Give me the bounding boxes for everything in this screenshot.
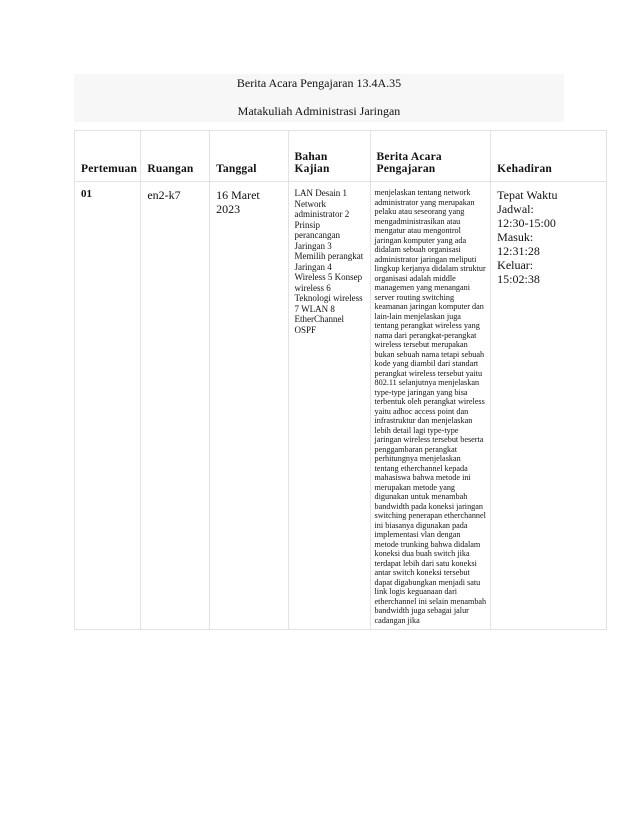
check-in-value: 12:31:28 bbox=[497, 244, 540, 258]
attendance-status: Tepat Waktu bbox=[497, 188, 558, 202]
document-header bbox=[74, 74, 564, 122]
course-name: Matakuliah Administrasi Jaringan bbox=[237, 104, 401, 118]
check-out-value: 15:02:38 bbox=[497, 272, 540, 286]
teaching-record-table bbox=[74, 130, 607, 630]
header-pertemuan: Pertemuan bbox=[75, 131, 141, 182]
document-title: Berita Acara Pengajaran 13.4A.35 bbox=[236, 76, 402, 90]
header-kehadiran: Kehadiran bbox=[491, 131, 607, 182]
schedule-label: Jadwal: bbox=[497, 202, 534, 216]
schedule-value: 12:30-15:00 bbox=[497, 216, 556, 230]
table-header-row bbox=[75, 131, 607, 182]
check-out-label: Keluar: bbox=[497, 258, 534, 272]
cell-tanggal: 16 Maret 2023 bbox=[210, 182, 288, 630]
header-bahan-kajian: Bahan Kajian bbox=[288, 131, 370, 182]
cell-kehadiran bbox=[491, 182, 607, 630]
check-in-label: Masuk: bbox=[497, 230, 534, 244]
cell-pertemuan: 01 bbox=[75, 182, 141, 630]
header-tanggal: Tanggal bbox=[210, 131, 288, 182]
header-ruangan: Ruangan bbox=[141, 131, 210, 182]
header-berita-acara: Berita Acara Pengajaran bbox=[370, 131, 491, 182]
cell-bahan-kajian: LAN Desain 1 Network administrator 2 Prinsip perancangan Jaringan 3 Memilih perangkat Jaringan 4 Wireless 5 Konsep wireless 6 Teknologi wireless 7 WLAN 8 EtherChannel OSPF bbox=[288, 182, 370, 630]
cell-ruangan: en2-k7 bbox=[141, 182, 210, 630]
table-row bbox=[75, 182, 607, 630]
cell-berita-acara: menjelaskan tentang network administrator yang merupakan pelaku atau seseorang yang mengadministrasikan atau mengatur atau mengontrol jaringan komputer yang ada didalam sebuah organisasi administrator jaringan meliputi lingkup kerjanya didalam struktur organisasi adalah middle managemen yang menangani server routing switching keamanan jaringan komputer dan lain-lain menjelaskan juga tentang perangkat wireless yang nama dari perangkat-perangkat wireless tersebut merupakan bukan sebuah nama tetapi sebuah kode yang diambil dari standart perangkat wireless tersebut yaitu 802.11 selanjutnya menjelaskan type-type jaringan yang bisa terbentuk oleh perangkat wireless yaitu adhoc access point dan infrastruktur dan menjelaskan lebih detail lagi type-type jaringan wireless tersebut beserta penggambaran perangkat perhitungnya menjelaskan tentang etherchannel kepada mahasiswa bahwa metode ini merupakan metode yang digunakan untuk menambah bandwidth pada koneksi jaringan switching penerapan etherchannel ini biasanya digunakan pada implementasi vlan dengan metode trunking bahwa didalam koneksi dua buah switch jika terdapat lebih dari satu koneksi antar switch koneksi tersebut dapat digabungkan menjadi satu link logis keguanaan dari etherchannel ini selain menambah bandwidth juga sebagai jalur cadangan jika bbox=[370, 182, 491, 630]
